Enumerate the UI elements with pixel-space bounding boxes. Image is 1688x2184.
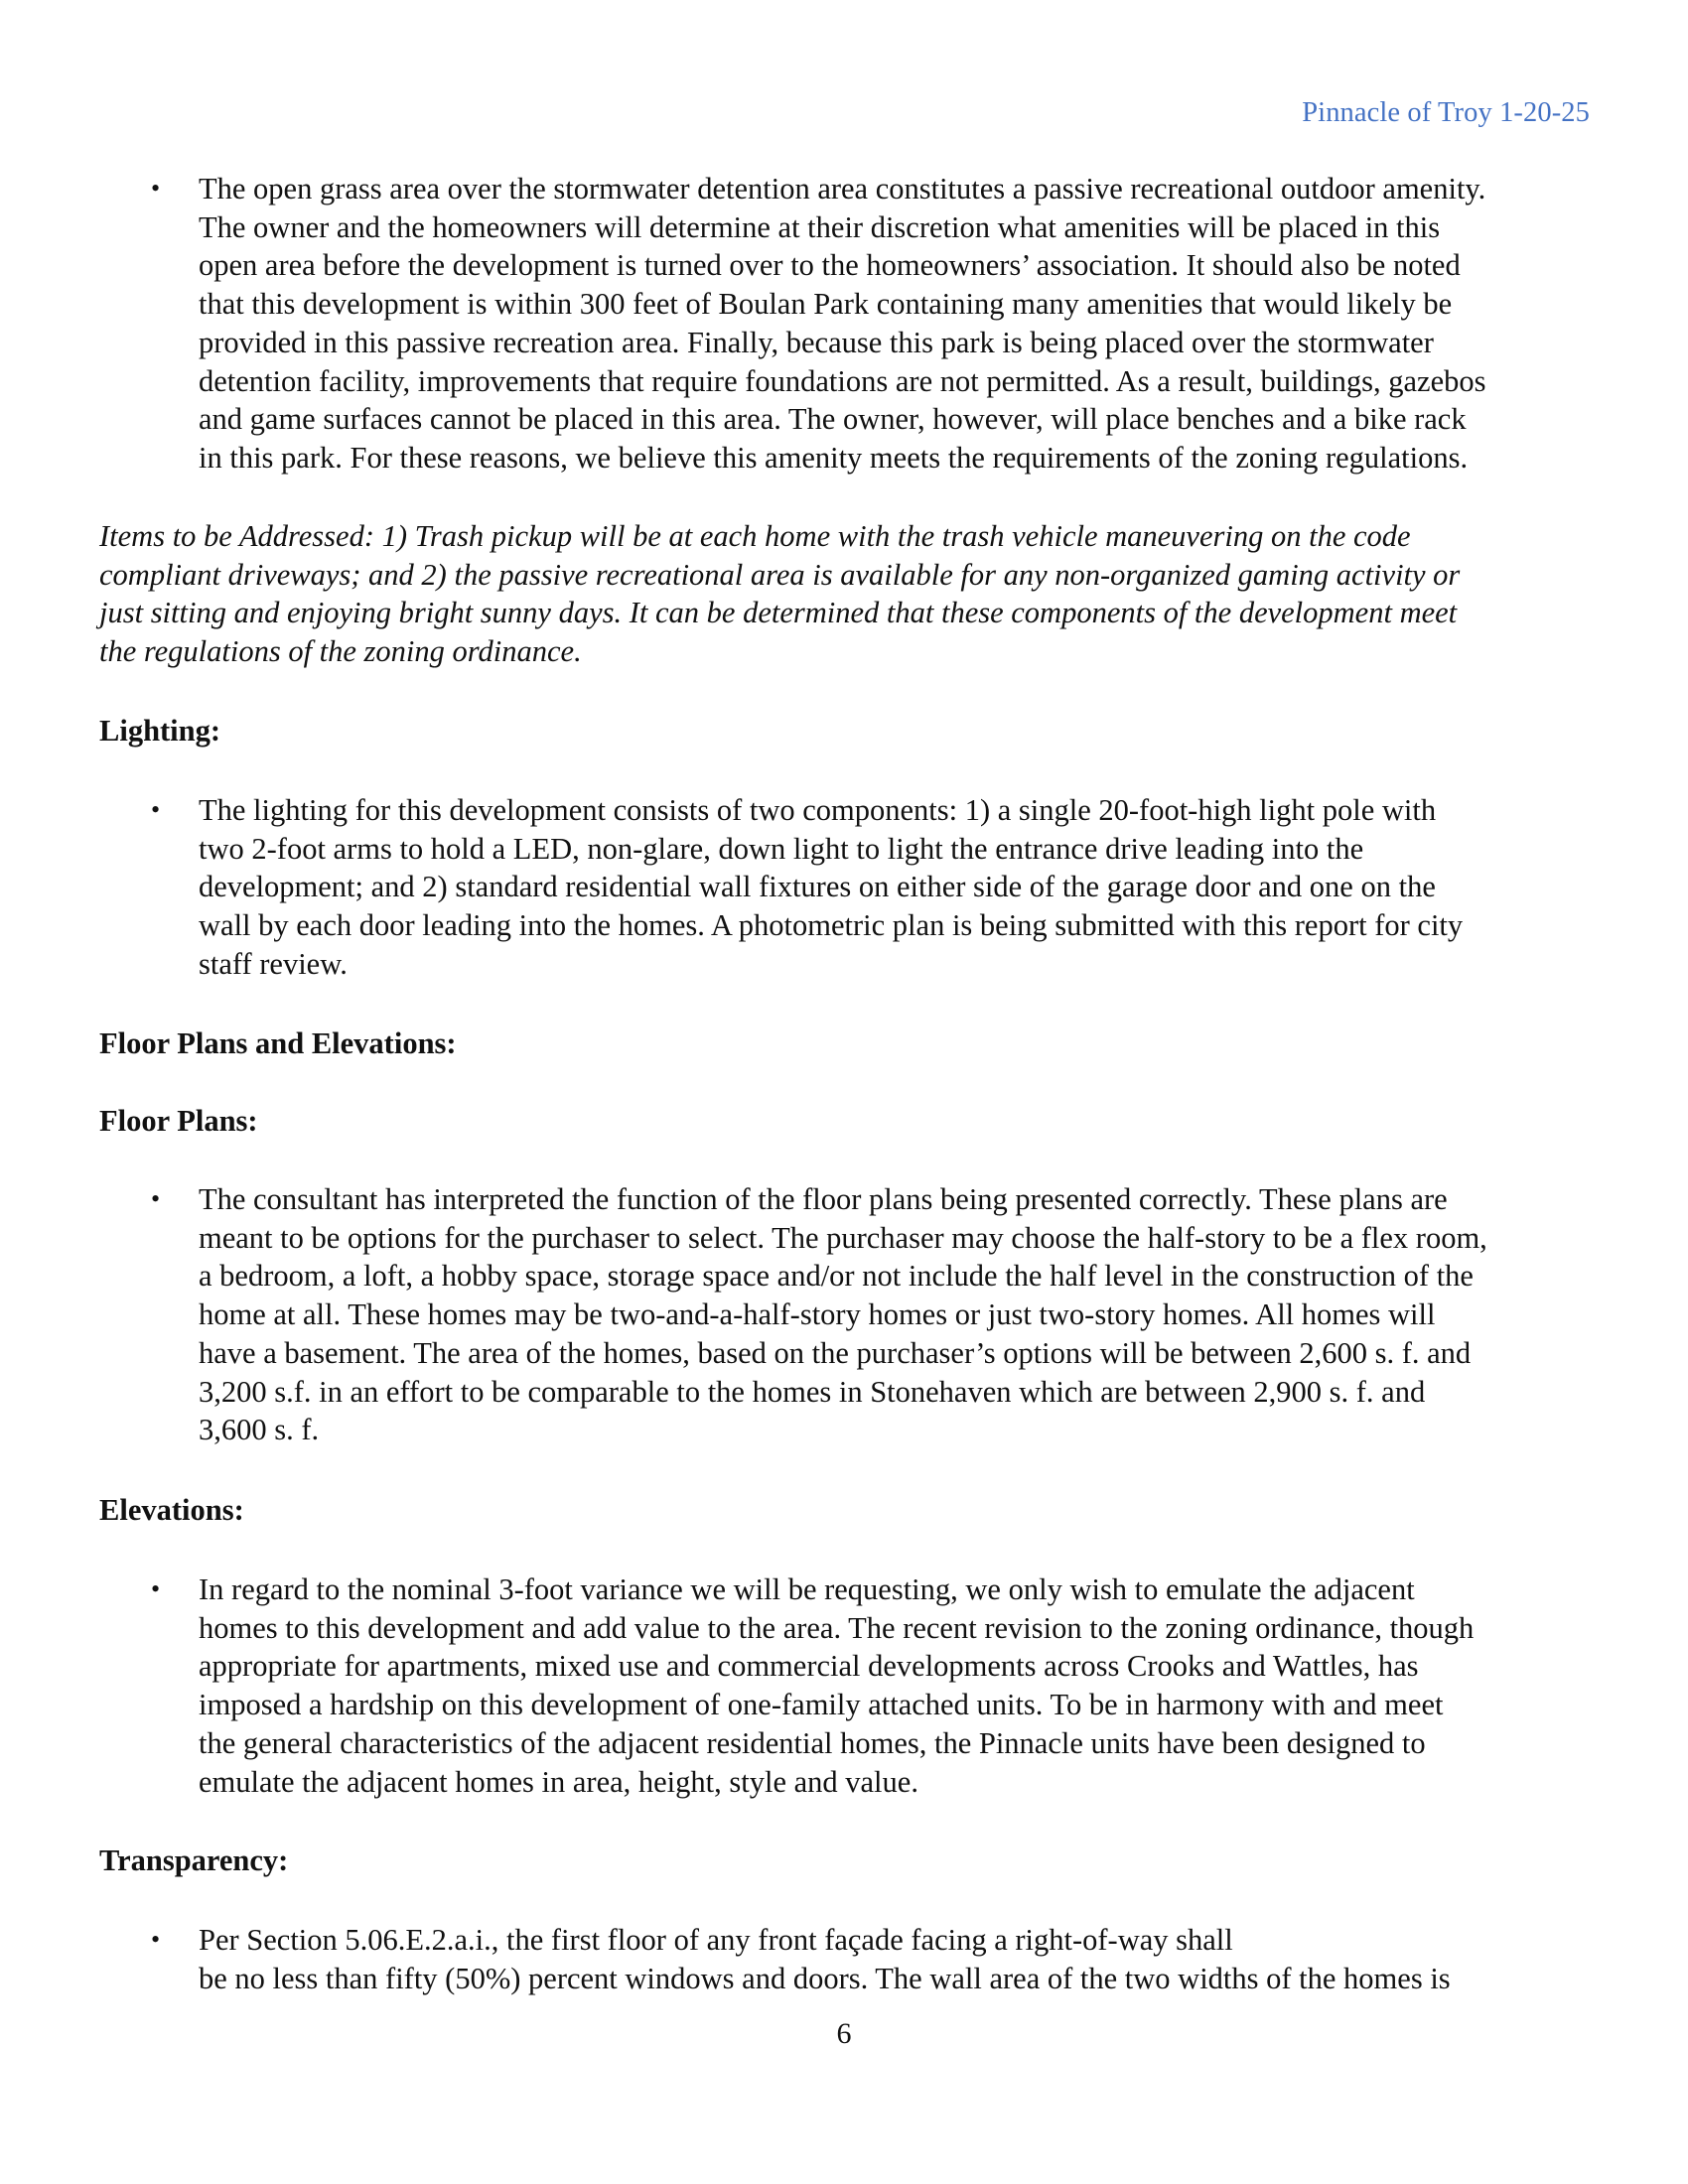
text-line: home at all. These homes may be two-and-a-half-story homes or just two-story homes. All homes will <box>199 1297 1436 1332</box>
bullet-text <box>199 1570 1609 1801</box>
text-line: meant to be options for the purchaser to select. The purchaser may choose the half-story to be a flex room, <box>199 1220 1487 1255</box>
bullet-glyph: • <box>151 174 161 203</box>
bullet-item-elevations <box>99 1570 1609 1801</box>
heading-transparency: Transparency: <box>99 1843 289 1877</box>
bullet-glyph: • <box>151 1574 161 1603</box>
text-line: two 2-foot arms to hold a LED, non-glare, down light to light the entrance drive leading into the <box>199 831 1364 866</box>
text-line: staff review. <box>199 946 348 981</box>
text-line: emulate the adjacent homes in area, height, style and value. <box>199 1764 918 1799</box>
text-line: The open grass area over the stormwater detention area constitutes a passive recreational outdoor amenity. <box>199 172 1486 205</box>
text-line: in this park. For these reasons, we believe this amenity meets the requirements of the zoning regulations. <box>199 440 1469 475</box>
running-header: Pinnacle of Troy 1-20-25 <box>1302 97 1590 128</box>
text-line: The owner and the homeowners will determine at their discretion what amenities will be placed in this <box>199 209 1441 244</box>
text-line: Per Section 5.06.E.2.a.i., the first floor of any front façade facing a right-of-way shall <box>199 1923 1233 1957</box>
heading-lighting: Lighting: <box>99 714 221 748</box>
bullet-glyph: • <box>151 1184 161 1213</box>
bullet-text <box>199 791 1609 984</box>
text-line: Items to be Addressed: 1) Trash pickup will be at each home with the trash vehicle maneuvering on the code <box>99 519 1411 553</box>
text-line: a bedroom, a loft, a hobby space, storage space and/or not include the half level in the construction of the <box>199 1259 1474 1294</box>
text-line: and game surfaces cannot be placed in this area. The owner, however, will place benches and a bike rack <box>199 402 1467 437</box>
text-line: In regard to the nominal 3-foot variance we will be requesting, we only wish to emulate the adjacent <box>199 1572 1415 1606</box>
bullet-text <box>199 1921 1609 1997</box>
bullet-glyph: • <box>151 1925 161 1954</box>
text-line: be no less than fifty (50%) percent windows and doors. The wall area of the two widths of the homes is <box>199 1961 1451 1995</box>
text-line: development; and 2) standard residential wall fixtures on either side of the garage door and one on the <box>199 870 1436 904</box>
bullet-item-lighting <box>99 791 1609 984</box>
bullet-glyph: • <box>151 795 161 824</box>
text-line: 3,600 s. f. <box>199 1413 320 1447</box>
text-line: that this development is within 300 feet of Boulan Park containing many amenities that would likely be <box>199 287 1453 322</box>
bullet-item-amenity <box>99 170 1609 478</box>
text-line: The lighting for this development consists of two components: 1) a single 20-foot-high light pole with <box>199 793 1437 827</box>
text-line: homes to this development and add value to the area. The recent revision to the zoning ordinance, though <box>199 1610 1475 1645</box>
text-line: detention facility, improvements that require foundations are not permitted. As a result, buildings, gazebos <box>199 363 1486 398</box>
page-number: 6 <box>836 2017 852 2050</box>
bullet-text <box>199 170 1609 478</box>
text-line: just sitting and enjoying bright sunny days. It can be determined that these components of the development meet <box>99 596 1458 630</box>
items-to-be-addressed <box>99 517 1609 671</box>
text-line: compliant driveways; and 2) the passive recreational area is available for any non-organized gaming activity or <box>99 557 1461 592</box>
text-line: have a basement. The area of the homes, based on the purchaser’s options will be between 2,600 s. f. and <box>199 1335 1472 1370</box>
text-line: the general characteristics of the adjacent residential homes, the Pinnacle units have been designed to <box>199 1725 1426 1760</box>
bullet-item-transparency <box>99 1921 1609 1997</box>
text-line: appropriate for apartments, mixed use and commercial developments across Crooks and Wattles, has <box>199 1649 1419 1684</box>
text-line: imposed a hardship on this development of one-family attached units. To be in harmony with and meet <box>199 1688 1444 1722</box>
text-line: the regulations of the zoning ordinance. <box>99 634 582 669</box>
text-line: provided in this passive recreation area. Finally, because this park is being placed over the stormwater <box>199 325 1434 359</box>
text-line: wall by each door leading into the homes. A photometric plan is being submitted with this report for city <box>199 908 1464 943</box>
text-line: open area before the development is turned over to the homeowners’ association. It should also be noted <box>199 248 1461 283</box>
text-line: 3,200 s.f. in an effort to be comparable to the homes in Stonehaven which are between 2,900 s. f. and <box>199 1374 1426 1409</box>
bullet-text <box>199 1180 1609 1449</box>
heading-floor-plans-and-elevations: Floor Plans and Elevations: <box>99 1026 457 1060</box>
heading-floor-plans: Floor Plans: <box>99 1104 258 1138</box>
heading-elevations: Elevations: <box>99 1493 244 1527</box>
text-line: The consultant has interpreted the function of the floor plans being presented correctly. These plans are <box>199 1182 1448 1216</box>
bullet-item-floor-plans <box>99 1180 1609 1449</box>
